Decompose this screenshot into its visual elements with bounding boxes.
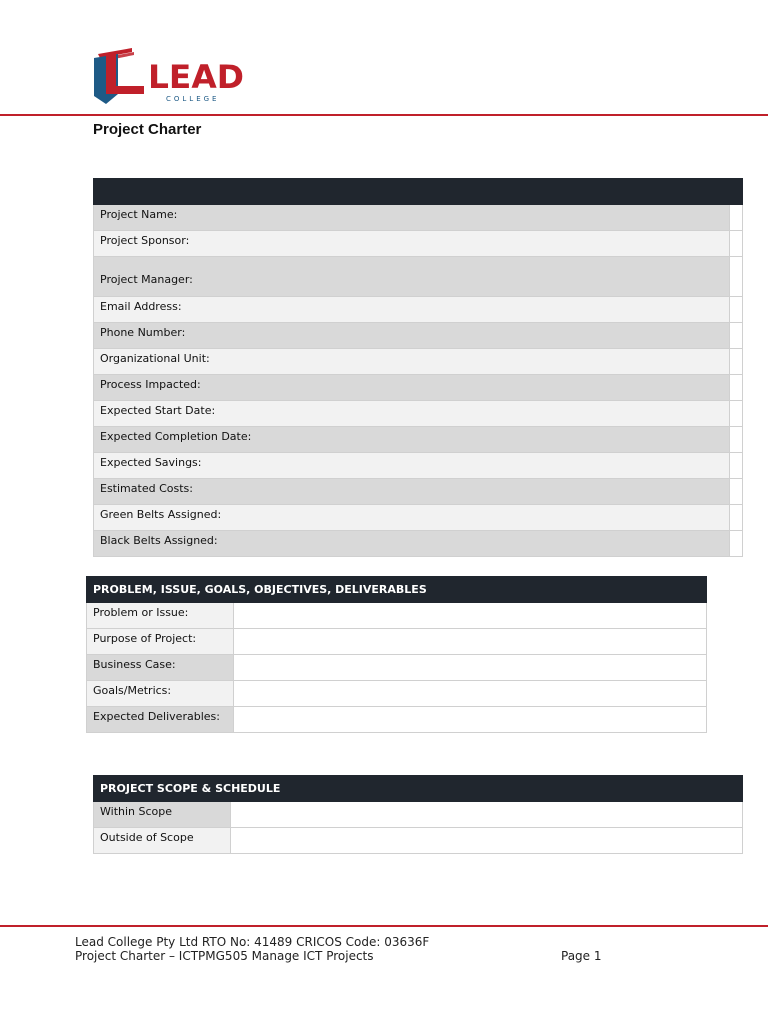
row-business-case: Business Case: [87,655,234,681]
row-project-sponsor: Project Sponsor: [94,231,730,257]
expected-deliverables-value[interactable] [234,707,707,733]
scope-section-header: PROJECT SCOPE & SCHEDULE [94,776,743,802]
page-number: Page 1 [561,949,602,963]
green-belts-assigned-value[interactable] [730,505,743,531]
row-goals-metrics: Goals/Metrics: [87,681,234,707]
purpose-of-project-value[interactable] [234,629,707,655]
page-title: Project Charter [93,121,202,138]
process-impacted-value[interactable] [730,375,743,401]
expected-start-date-value[interactable] [730,401,743,427]
problem-section-header: PROBLEM, ISSUE, GOALS, OBJECTIVES, DELIVERABLES [87,577,707,603]
logo-subtext: COLLEGE [166,95,220,103]
expected-savings-value[interactable] [730,453,743,479]
expected-completion-date-value[interactable] [730,427,743,453]
row-process-impacted: Process Impacted: [94,375,730,401]
business-case-value[interactable] [234,655,707,681]
row-problem-or-issue: Problem or Issue: [87,603,234,629]
black-belts-assigned-value[interactable] [730,531,743,557]
project-name-value[interactable] [730,205,743,231]
row-outside-of-scope: Outside of Scope [94,828,231,854]
project-manager-value[interactable] [730,257,743,297]
row-expected-start-date: Expected Start Date: [94,401,730,427]
row-organizational-unit: Organizational Unit: [94,349,730,375]
email-address-value[interactable] [730,297,743,323]
project-sponsor-value[interactable] [730,231,743,257]
estimated-costs-value[interactable] [730,479,743,505]
phone-number-value[interactable] [730,323,743,349]
project-info-header [94,179,743,205]
header-rule [0,114,768,116]
problem-or-issue-value[interactable] [234,603,707,629]
row-project-name: Project Name: [94,205,730,231]
row-email-address: Email Address: [94,297,730,323]
footer-rule [0,925,768,927]
row-expected-deliverables: Expected Deliverables: [87,707,234,733]
footer-document-title: Project Charter – ICTPMG505 Manage ICT Projects [75,949,374,963]
project-scope-table [93,775,743,854]
organizational-unit-value[interactable] [730,349,743,375]
row-within-scope: Within Scope [94,802,231,828]
row-green-belts-assigned: Green Belts Assigned: [94,505,730,531]
lead-college-logo [92,44,252,108]
project-info-table [93,178,743,557]
within-scope-value[interactable] [231,802,743,828]
goals-metrics-value[interactable] [234,681,707,707]
logo-text: LEAD [148,58,244,96]
row-purpose-of-project: Purpose of Project: [87,629,234,655]
row-black-belts-assigned: Black Belts Assigned: [94,531,730,557]
row-estimated-costs: Estimated Costs: [94,479,730,505]
problem-goals-table [86,576,707,733]
row-expected-savings: Expected Savings: [94,453,730,479]
row-project-manager: Project Manager: [94,257,730,297]
row-phone-number: Phone Number: [94,323,730,349]
outside-of-scope-value[interactable] [231,828,743,854]
footer-rto-info: Lead College Pty Ltd RTO No: 41489 CRICOS Code: 03636F [75,935,430,949]
row-expected-completion-date: Expected Completion Date: [94,427,730,453]
